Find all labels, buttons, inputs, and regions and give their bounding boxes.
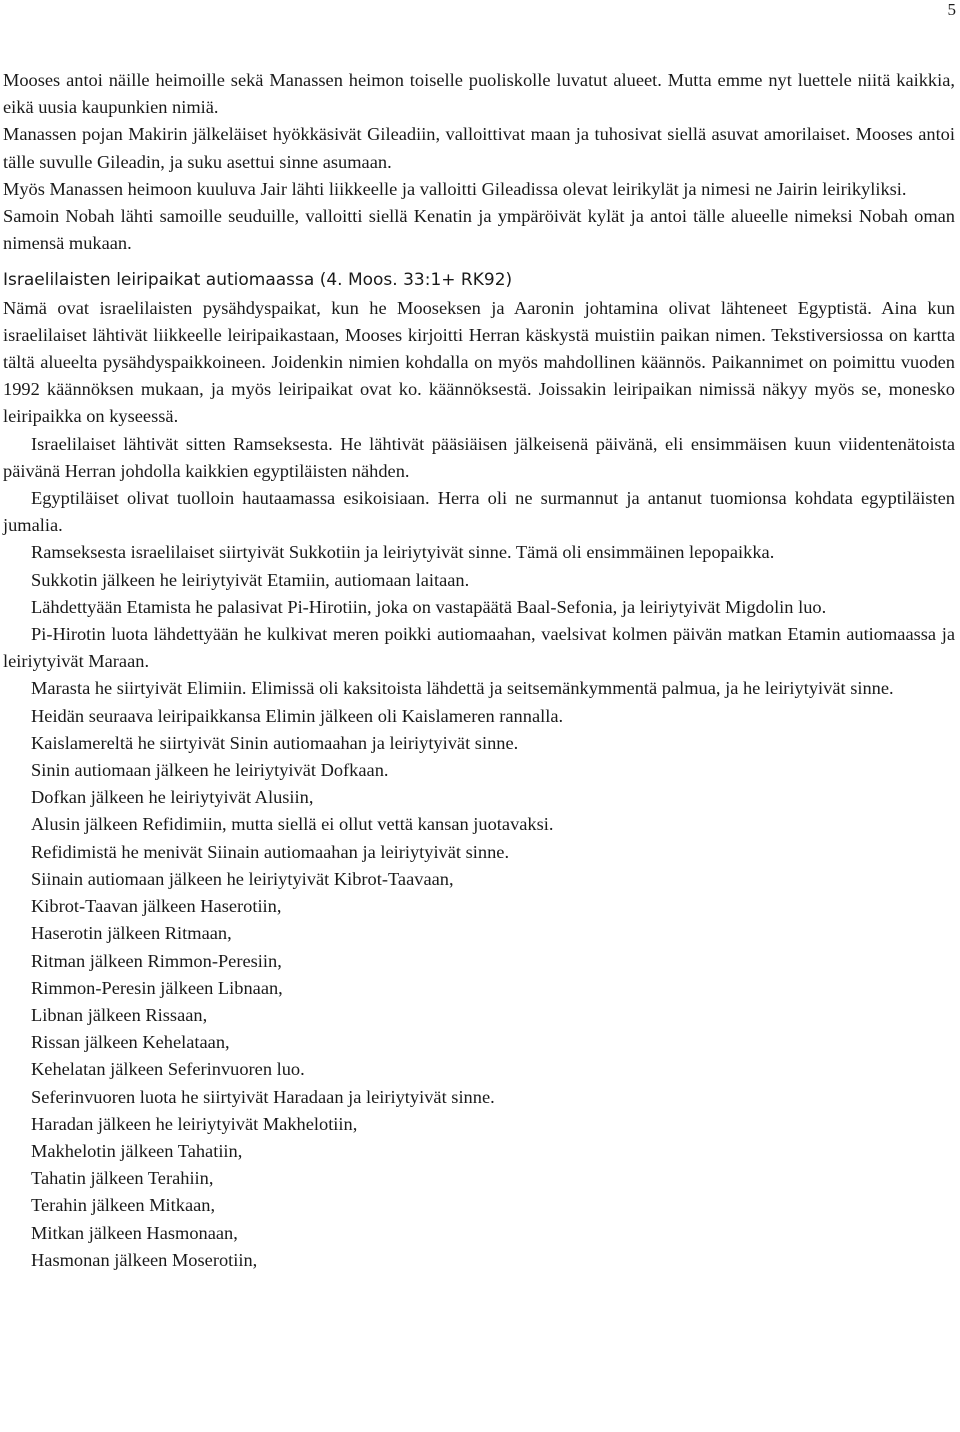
itinerary-line: Dofkan jälkeen he leiriytyivät Alusiin, <box>31 787 314 808</box>
itinerary-line: Libnan jälkeen Rissaan, <box>31 1004 208 1025</box>
itinerary-line: Alusin jälkeen Refidimiin, mutta siellä ei ollut vettä kansan juotavaksi. <box>31 814 554 835</box>
itinerary-line: Ritman jälkeen Rimmon-Peresiin, <box>31 950 282 971</box>
body-paragraph: Marasta he siirtyivät Elimiin. Elimissä oli kaksitoista lähdettä ja seitsemänkymmentä palmua, ja he leiriytyivät sinne. <box>31 678 894 699</box>
body-paragraph: Israelilaiset lähtivät sitten Ramseksesta. He lähtivät pääsiäisen jälkeisenä päivänä, eli ensimmäisen kuun viidentenätoista päivänä Herran johdolla kaikkien egyptiläisten nähden. <box>3 433 955 481</box>
itinerary-line: Terahin jälkeen Mitkaan, <box>31 1195 216 1216</box>
itinerary-line: Haradan jälkeen he leiriytyivät Makhelotiin, <box>31 1113 358 1134</box>
itinerary-line: Hasmonan jälkeen Moserotiin, <box>31 1249 258 1270</box>
document-body <box>3 67 955 1274</box>
itinerary-line: Heidän seuraava leiripaikkansa Elimin jälkeen oli Kaislameren rannalla. <box>31 705 564 726</box>
itinerary-line: Rimmon-Peresin jälkeen Libnaan, <box>31 977 283 998</box>
page-number: 5 <box>947 0 956 19</box>
body-paragraph: Lähdettyään Etamista he palasivat Pi-Hirotiin, joka on vastapäätä Baal-Sefonia, ja leiriytyivät Migdolin luo. <box>31 596 827 617</box>
itinerary-line: Kaislamereltä he siirtyivät Sinin autiomaahan ja leiriytyivät sinne. <box>31 732 519 753</box>
itinerary-line: Kehelatan jälkeen Seferinvuoren luo. <box>31 1059 305 1080</box>
itinerary-line: Tahatin jälkeen Terahiin, <box>31 1168 214 1189</box>
itinerary-line: Siinain autiomaan jälkeen he leiriytyivät Kibrot-Taavaan, <box>31 868 454 889</box>
intro-paragraph: Samoin Nobah lähti samoille seuduille, valloitti siellä Kenatin ja ympäröivät kylät ja antoi tälle alueelle nimeksi Nobah oman nimensä mukaan. <box>3 206 955 254</box>
itinerary-line: Refidimistä he menivät Siinain autiomaahan ja leiriytyivät sinne. <box>31 841 510 862</box>
body-paragraph: Ramseksesta israelilaiset siirtyivät Sukkotiin ja leiriytyivät sinne. Tämä oli ensimmäinen lepopaikka. <box>31 542 775 563</box>
intro-paragraph: Manassen pojan Makirin jälkeläiset hyökkäsivät Gileadiin, valloittivat maan ja tuhosivat siellä asuvat amorilaiset. Mooses antoi tälle suvulle Gileadin, ja suku asettui sinne asumaan. <box>3 124 955 172</box>
itinerary-line: Haserotin jälkeen Ritmaan, <box>31 923 232 944</box>
itinerary-line: Seferinvuoren luota he siirtyivät Haradaan ja leiriytyivät sinne. <box>31 1086 495 1107</box>
body-paragraph: Pi-Hirotin luota lähdettyään he kulkivat meren poikki autiomaahan, vaelsivat kolmen päivän matkan Etamin autiomaassa ja leiriytyivät Maraan. <box>3 624 955 672</box>
itinerary-line: Rissan jälkeen Kehelataan, <box>31 1032 230 1053</box>
itinerary-line: Kibrot-Taavan jälkeen Haserotiin, <box>31 896 282 917</box>
body-paragraph: Sukkotin jälkeen he leiriytyivät Etamiin, autiomaan laitaan. <box>31 569 470 590</box>
section-intro-paragraph: Nämä ovat israelilaisten pysähdyspaikat, kun he Mooseksen ja Aaronin johtamina olivat lähteneet Egyptistä. Aina kun israelilaiset lähtivät liikkeelle leiripaikastaan, Mooses kirjoitti Herran käskystä muistiin paikan nimen. Tekstiversiossa on kartta tältä alueelta pysähdyspaikkoineen. Joidenkin nimien kohdalla on myös mahdollinen käännös. Paikannimet on poimittu vuoden 1992 käännöksen mukaan, ja myös leiripaikat ovat ko. käännöksestä. Joissakin leiripaikan nimissä näkyy myös se, monesko leiripaikka on kyseessä. <box>3 297 955 427</box>
intro-paragraph: Myös Manassen heimoon kuuluva Jair lähti liikkeelle ja valloitti Gileadissa olevat leirikylät ja nimesi ne Jairin leirikyliksi. <box>3 178 907 199</box>
itinerary-line: Mitkan jälkeen Hasmonaan, <box>31 1222 238 1243</box>
itinerary-line: Makhelotin jälkeen Tahatiin, <box>31 1140 243 1161</box>
body-paragraph: Egyptiläiset olivat tuolloin hautaamassa esikoisiaan. Herra oli ne surmannut ja antanut tuomionsa kohdata egyptiläisten jumalia. <box>3 488 955 536</box>
section-heading: Israelilaisten leiripaikat autiomaassa (4. Moos. 33:1+ RK92) <box>3 270 513 291</box>
itinerary-line: Sinin autiomaan jälkeen he leiriytyivät Dofkaan. <box>31 760 389 781</box>
intro-paragraph: Mooses antoi näille heimoille sekä Manassen heimon toiselle puoliskolle luvatut alueet. Mutta emme nyt luettele niitä kaikkia, eikä uusia kaupunkien nimiä. <box>3 70 955 118</box>
